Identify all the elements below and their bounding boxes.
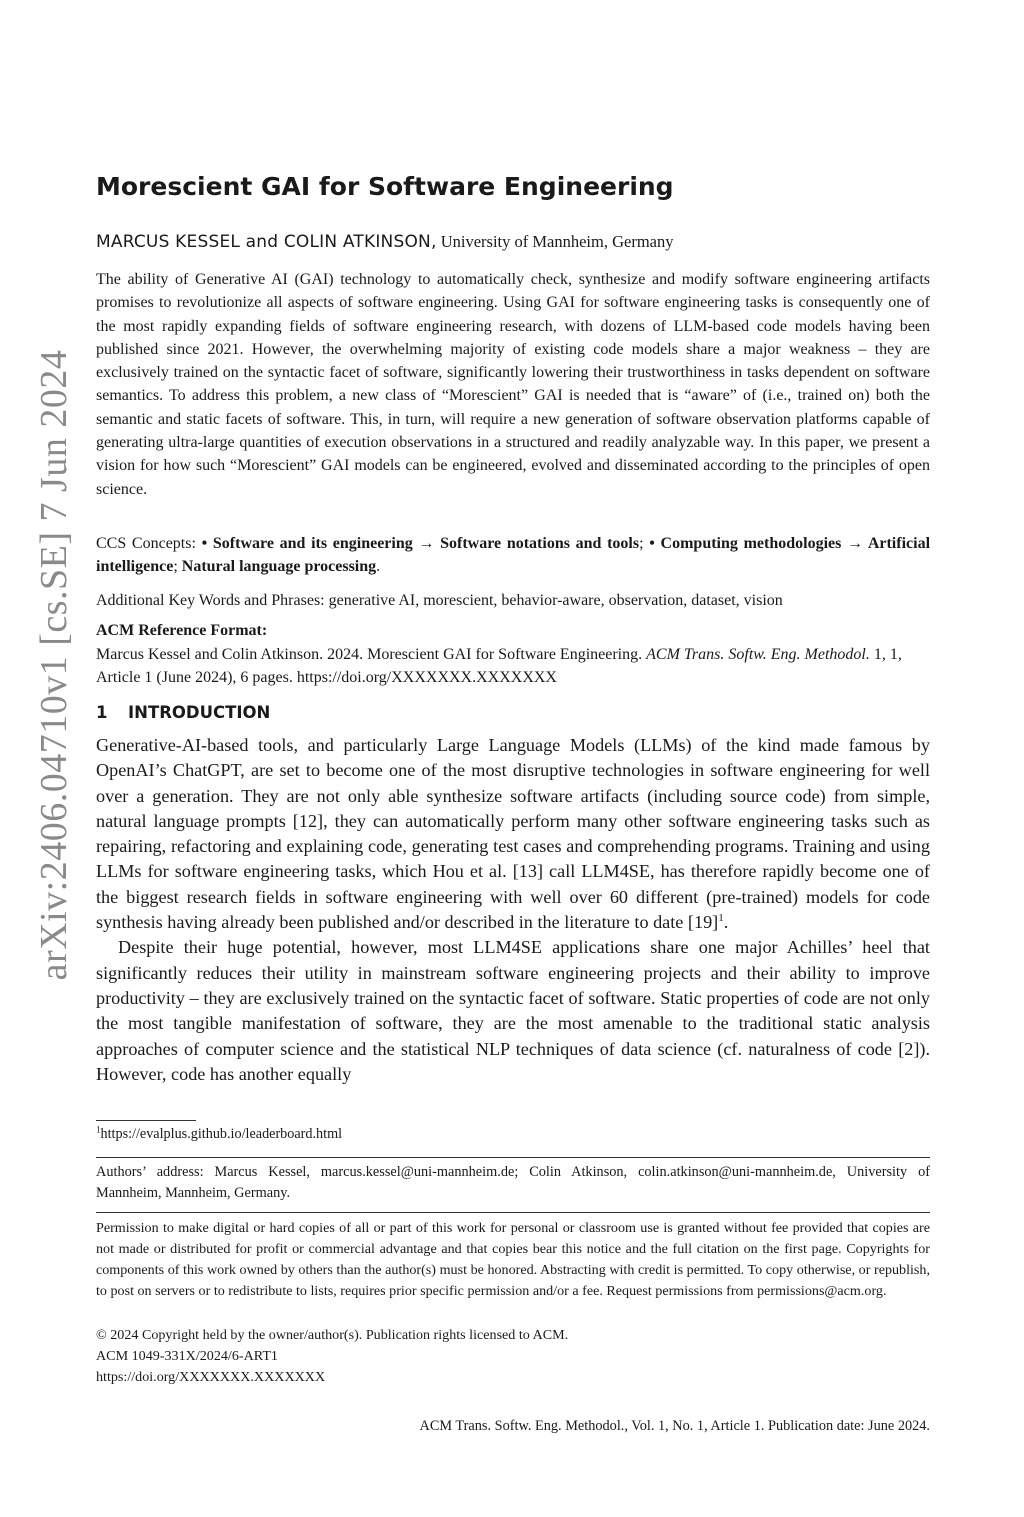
address-divider [96,1157,930,1158]
intro-paragraph [96,733,930,935]
reference-format-heading: ACM Reference Format: [96,622,268,639]
ccs-prefix: CCS Concepts: [96,535,202,552]
ccs-concept-nlp: Natural language processing [181,558,377,576]
footnote-divider [96,1120,196,1121]
authors-address: Authors’ address: Marcus Kessel, marcus.kessel@uni-mannheim.de; Colin Atkinson, colin.atkinson@uni-mannheim.de, University of Mannheim, Mannheim, Germany. [96,1164,930,1201]
reference-text-b: 1, 1, Article 1 (June 2024), 6 pages. https://doi.org/XXXXXXX.XXXXXXX [96,646,902,687]
section-number: 1 [96,703,108,722]
issn-line: ACM 1049-331X/2024/6-ART1 [96,1348,278,1364]
ccs-end: . [376,558,381,576]
ccs-concept-software: • Software and its engineering → Software notations and tools [201,535,640,552]
section-title: INTRODUCTION [128,703,271,722]
doi-link[interactable]: https://doi.org/XXXXXXX.XXXXXXX [96,1369,326,1385]
permission-divider [96,1212,930,1213]
reference-format [96,643,930,690]
ccs-separator: ; [173,558,182,576]
author-line [96,232,930,252]
keywords: Additional Key Words and Phrases: generative AI, morescient, behavior-aware, observation, dataset, vision [96,592,783,609]
abstract: The ability of Generative AI (GAI) technology to automatically check, synthesize and modify software engineering artifacts promises to revolutionize all aspects of software engineering. Using GAI for software engineering tasks is consequently one of the most rapidly expanding fields of software engineering research, with dozens of LLM-based code models having been published since 2021. However, the overwhelming majority of existing code models share a major weakness – they are exclusively trained on the syntactic facet of software, significantly lowering their trustworthiness in tasks dependent on software semantics. To address this problem, a new class of “Morescient” GAI is needed that is “aware” of (i.e., trained on) both the semantic and static facets of software. This, in turn, will require a new generation of software observation platforms capable of generating ultra-large quantities of execution observations in a structured and readily analyzable way. In this paper, we present a vision for how such “Morescient” GAI models can be engineered, evolved and disseminated according to the principles of open science. [96,271,930,498]
ccs-separator: ; [639,535,650,552]
copyright-line: © 2024 Copyright held by the owner/author(s). Publication rights licensed to ACM. [96,1327,569,1343]
reference-journal: ACM Trans. Softw. Eng. Methodol. [646,646,870,663]
arxiv-stamp-text: arXiv:2406.04710v1 [cs.SE] 7 Jun 2024 [33,349,75,981]
intro-paragraph-1-text: Generative-AI-based tools, and particularly Large Language Models (LLMs) of the kind made famous by OpenAI’s ChatGPT, are set to become one of the most disruptive technologies in software engineering for well over a generation. They are not only able synthesize software artifacts (including source code) from simple, natural language prompts [12], they can automatically perform many other software engineering tasks such as repairing, refactoring and explaining code, generating test cases and comprehending programs. Training and using LLMs for software engineering tasks, which Hou et al. [13] call LLM4SE, has therefore rapidly become one of the biggest research fields in software engineering with well over 60 different (pre-trained) models for code synthesis having already been published and/or described in the literature to date [19] [96,735,930,933]
reference-text-a: Marcus Kessel and Colin Atkinson. 2024. Morescient GAI for Software Engineering. [96,646,647,663]
footnote [96,1125,930,1143]
author-affiliation: University of Mannheim, Germany [440,232,674,251]
section-heading [96,703,930,722]
ccs-concept-computing: • Computing methodologies → Artificial intelligence [96,535,931,576]
footnote-ref[interactable]: 1 [718,912,724,925]
author-names: MARCUS KESSEL and COLIN ATKINSON, [96,232,437,252]
intro-paragraph-1-end: . [723,912,729,933]
ccs-concepts [96,532,930,579]
copyright-block [96,1325,930,1388]
introduction-body [96,733,930,1087]
footnote-link[interactable]: https://evalplus.github.io/leaderboard.html [100,1126,343,1142]
permission-notice: Permission to make digital or hard copies of all or part of this work for personal or classroom use is granted without fee provided that copies are not made or distributed for profit or commercial advantage and that copies bear this notice and the full citation on the first page. Copyrights for components of this work owned by others than the author(s) must be honored. Abstracting with credit is permitted. To copy otherwise, or republish, to post on servers or to redistribute to lists, requires prior specific permission and/or a fee. Request permissions from permissions@acm.org. [96,1220,930,1299]
paper-title: Morescient GAI for Software Engineering [96,172,674,201]
intro-paragraph: Despite their huge potential, however, most LLM4SE applications share one major Achilles’ heel that significantly reduces their utility in mainstream software engineering projects and their ability to improve productivity – they are exclusively trained on the syntactic facet of software. Static properties of code are not only the most tangible manifestation of software, they are the most amenable to the traditional static analysis approaches of computer science and the statistical NLP techniques of data science (cf. naturalness of code [2]). However, code has another equally [96,937,930,1084]
page-footer: ACM Trans. Softw. Eng. Methodol., Vol. 1, No. 1, Article 1. Publication date: June 2024. [419,1418,930,1434]
footnote-mark: 1 [96,1124,101,1135]
